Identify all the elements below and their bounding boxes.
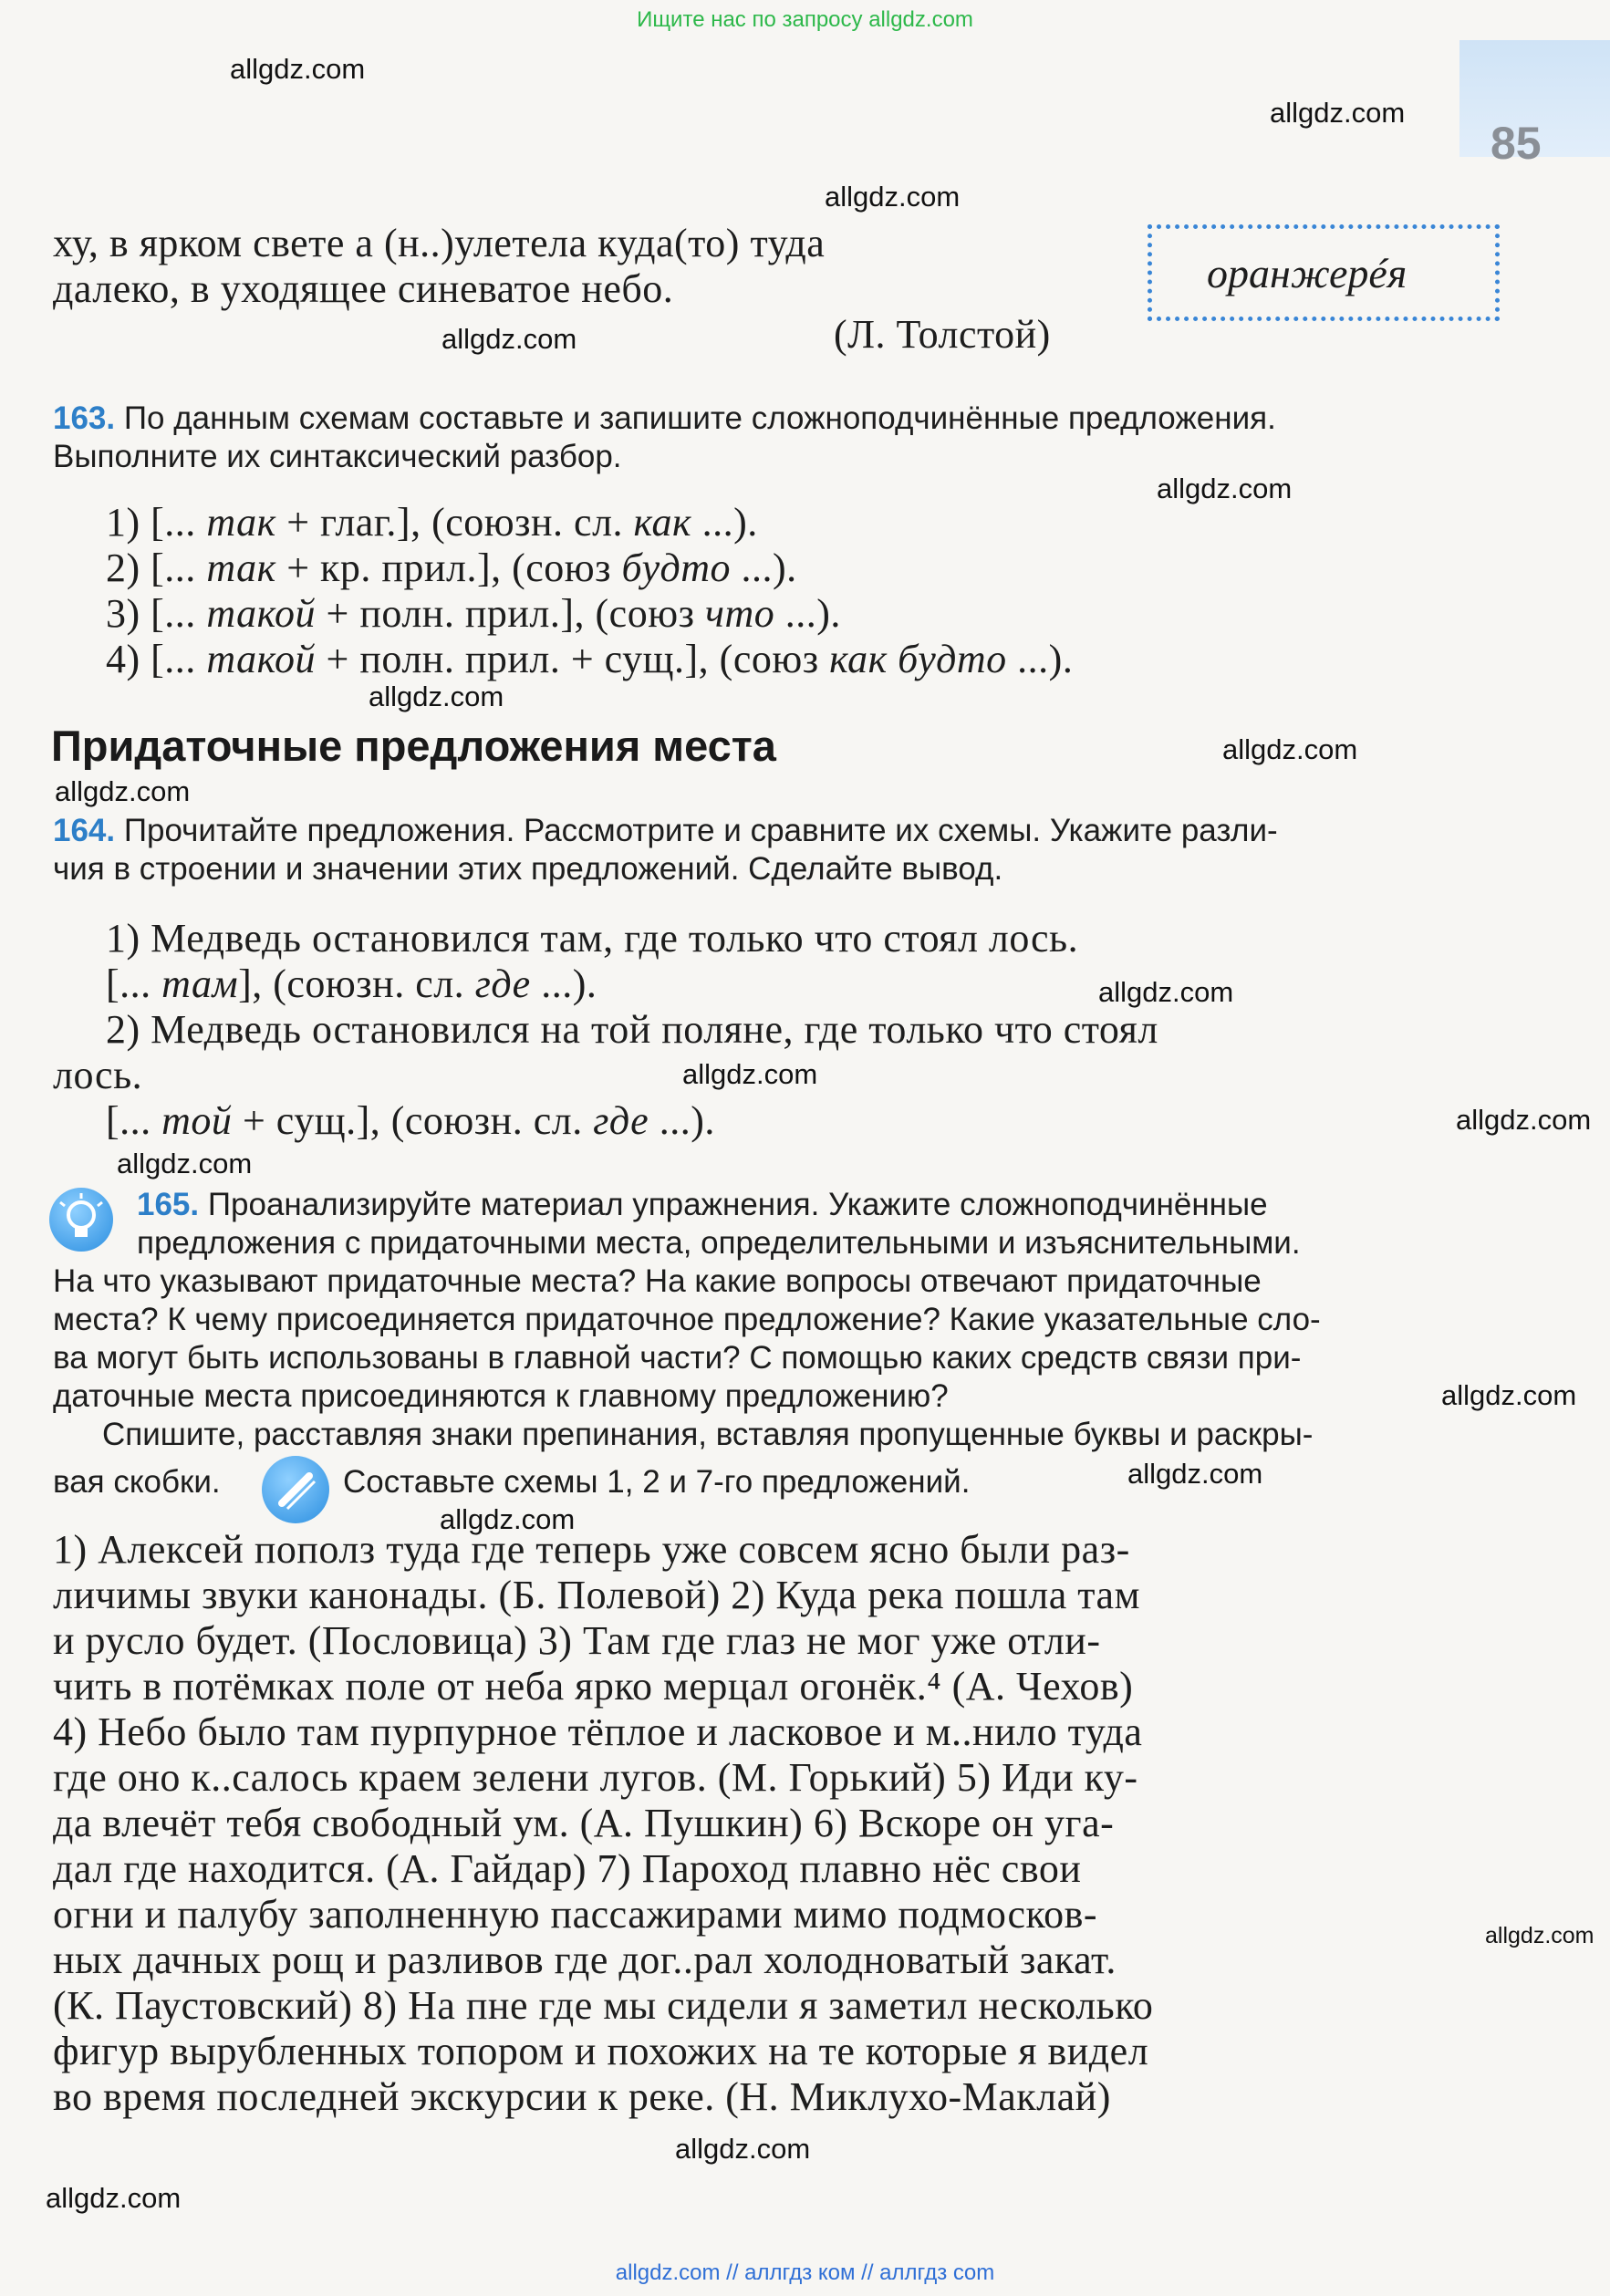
scheme-164-1: [... там], (союзн. сл. где ...). bbox=[106, 961, 597, 1006]
exercise-line-8: дал где находится. (А. Гайдар) 7) Пароход плавно нёс свои bbox=[53, 1846, 1082, 1891]
watermark: allgdz.com bbox=[46, 2182, 182, 2214]
watermark: allgdz.com bbox=[1157, 473, 1293, 504]
intro-line-2: далеко, в уходящее синеватое небо. bbox=[53, 266, 674, 311]
page-number: 85 bbox=[1491, 118, 1542, 169]
task-163-number: 163. bbox=[53, 400, 116, 436]
task-165-line-5: ва могут быть использованы в главной части? С помощью каких средств связи при- bbox=[53, 1340, 1302, 1376]
task-164-text: Прочитайте предложения. Рассмотрите и сравните их схемы. Укажите разли- bbox=[123, 813, 1278, 848]
watermark: allgdz.com bbox=[1485, 1923, 1594, 1948]
section-heading: Придаточные предложения места bbox=[51, 722, 776, 770]
exercise-line-7: да влечёт тебя свободный ум. (А. Пушкин) 6) Вскоре он уга- bbox=[53, 1801, 1115, 1845]
exercise-line-4: чить в потёмках поле от неба ярко мерцал огонёк.⁴ (А. Чехов) bbox=[53, 1664, 1134, 1709]
task-165-line-8b: Составьте схемы 1, 2 и 7-го предложений. bbox=[343, 1464, 971, 1500]
watermark: allgdz.com bbox=[1222, 733, 1358, 765]
scheme-2: 2) [... так + кр. прил.], (союз будто ...). bbox=[106, 545, 797, 590]
watermark: allgdz.com bbox=[230, 53, 366, 85]
scheme-1: 1) [... так + глаг.], (союзн. сл. как ...). bbox=[106, 500, 758, 545]
top-banner[interactable]: Ищите нас по запросу allgdz.com bbox=[637, 7, 973, 32]
task-165-line-7: Спишите, расставляя знаки препинания, вставляя пропущенные буквы и раскры- bbox=[102, 1417, 1314, 1452]
sentence-164-2-line-1: 2) Медведь остановился на той поляне, где только что стоял bbox=[106, 1007, 1158, 1052]
task-165-line-1 bbox=[137, 1186, 1268, 1223]
scheme-164-2: [... той + сущ.], (союзн. сл. где ...). bbox=[106, 1098, 715, 1143]
scheme-3: 3) [... такой + полн. прил.], (союз что ...). bbox=[106, 591, 841, 636]
sentence-164-1: 1) Медведь остановился там, где только что стоял лось. bbox=[106, 916, 1079, 961]
watermark: allgdz.com bbox=[1441, 1379, 1577, 1411]
task-165-line-3: На что указывают придаточные места? На какие вопросы отвечают придаточные bbox=[53, 1263, 1262, 1299]
watermark: allgdz.com bbox=[1456, 1104, 1592, 1136]
intro-author: (Л. Толстой) bbox=[834, 312, 1051, 357]
task-163-line-2: Выполните их синтаксический разбор. bbox=[53, 439, 622, 474]
exercise-line-12: фигур вырубленных топором и похожих на те которые я видел bbox=[53, 2029, 1149, 2073]
exercise-line-6: где оно к..салось краем зелени лугов. (М. Горький) 5) Иди ку- bbox=[53, 1755, 1138, 1800]
task-164-line-2: чия в строении и значении этих предложений. Сделайте вывод. bbox=[53, 851, 1003, 887]
task-164-line-1 bbox=[53, 812, 1278, 849]
task-165-line-2: предложения с придаточными места, определительными и изъяснительными. bbox=[137, 1225, 1301, 1261]
watermark: allgdz.com bbox=[369, 680, 504, 712]
exercise-line-5: 4) Небо было там пурпурное тёплое и ласковое и м..нило туда bbox=[53, 1709, 1143, 1754]
task-165-line-6: даточные места присоединяются к главному предложению? bbox=[53, 1378, 949, 1414]
scheme-4: 4) [... такой + полн. прил. + сущ.], (союз как будто ...). bbox=[106, 637, 1074, 681]
exercise-line-2: личимы звуки канонады. (Б. Полевой) 2) Куда река пошла там bbox=[53, 1573, 1140, 1617]
vocabulary-box bbox=[1148, 224, 1500, 321]
intro-line-1: ху, в ярком свете а (н..)улетела куда(то) туда bbox=[53, 221, 826, 265]
task-165-text: Проанализируйте материал упражнения. Укажите сложноподчинённые bbox=[207, 1187, 1268, 1222]
watermark: allgdz.com bbox=[1270, 97, 1406, 129]
exercise-line-11: (К. Паустовский) 8) На пне где мы сидели я заметил несколько bbox=[53, 1983, 1154, 2028]
pencil-icon bbox=[262, 1456, 329, 1523]
exercise-line-3: и русло будет. (Пословица) 3) Там где глаз не мог уже отли- bbox=[53, 1618, 1101, 1663]
watermark: allgdz.com bbox=[675, 2133, 811, 2165]
task-164-number: 164. bbox=[53, 813, 116, 848]
watermark: allgdz.com bbox=[1098, 976, 1234, 1008]
vocabulary-word: оранжерéя bbox=[1207, 250, 1407, 296]
task-165-number: 165. bbox=[137, 1187, 200, 1222]
watermark: allgdz.com bbox=[55, 775, 191, 807]
watermark: allgdz.com bbox=[825, 181, 961, 213]
watermark: allgdz.com bbox=[682, 1058, 818, 1090]
exercise-line-1: 1) Алексей пополз туда где теперь уже совсем ясно были раз- bbox=[53, 1527, 1130, 1572]
sentence-164-2-line-2: лось. bbox=[53, 1053, 143, 1097]
task-163-text: По данным схемам составьте и запишите сложноподчинённые предложения. bbox=[123, 400, 1276, 436]
task-163-line-1 bbox=[53, 400, 1276, 437]
exercise-line-9: огни и палубу заполненную пассажирами мимо подмосков- bbox=[53, 1892, 1098, 1937]
exercise-line-10: ных дачных рощ и разливов где дог..рал холодноватый закат. bbox=[53, 1938, 1117, 1982]
bottom-banner[interactable]: allgdz.com // аллгдз ком // аллгдз com bbox=[615, 2260, 995, 2285]
lightbulb-icon bbox=[49, 1188, 113, 1252]
task-165-line-4: места? К чему присоединяется придаточное предложение? Какие указательные сло- bbox=[53, 1302, 1321, 1337]
exercise-line-13: во время последней экскурсии к реке. (Н. Миклухо-Маклай) bbox=[53, 2074, 1111, 2119]
task-165-line-8a: вая скобки. bbox=[53, 1464, 221, 1500]
watermark: allgdz.com bbox=[117, 1148, 253, 1179]
watermark: allgdz.com bbox=[441, 323, 577, 355]
watermark: allgdz.com bbox=[440, 1503, 576, 1535]
watermark: allgdz.com bbox=[1127, 1458, 1263, 1490]
